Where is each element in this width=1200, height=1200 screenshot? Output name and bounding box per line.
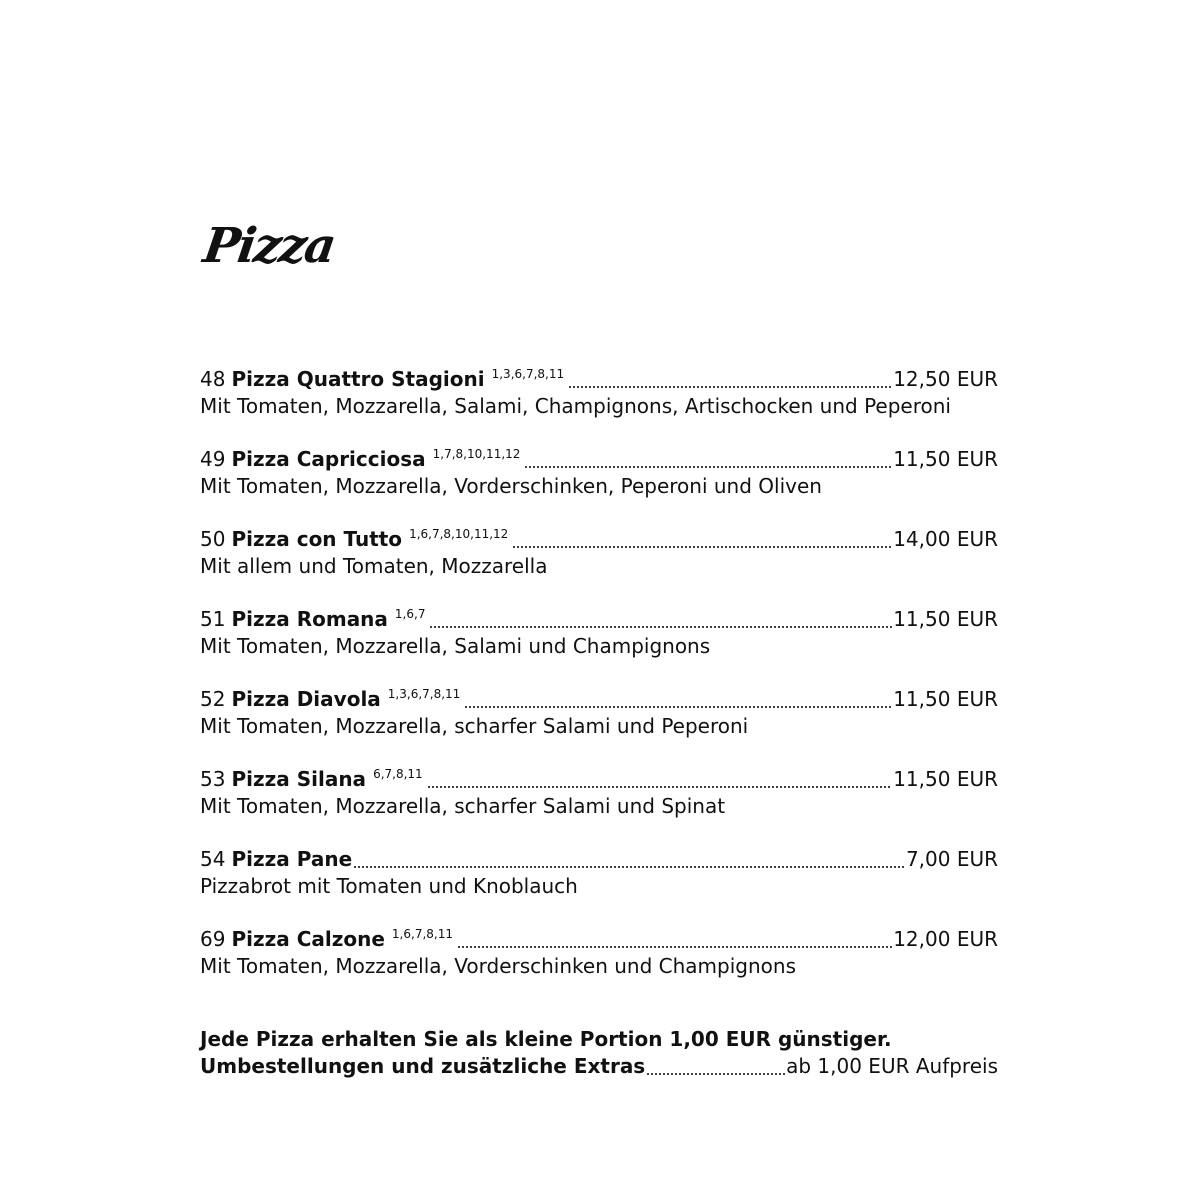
item-description: Mit allem und Tomaten, Mozzarella <box>200 554 548 578</box>
menu-item-header <box>200 366 998 393</box>
menu-item <box>200 606 998 686</box>
menu-item-header <box>200 526 998 553</box>
item-description: Mit Tomaten, Mozzarella, Salami, Champignons, Artischocken und Peperoni <box>200 394 951 418</box>
section-title: Pizza <box>200 218 338 274</box>
item-description: Mit Tomaten, Mozzarella, scharfer Salami und Spinat <box>200 794 726 818</box>
item-number: 49 <box>200 447 226 471</box>
item-name: Pizza Calzone <box>231 927 385 951</box>
dot-leader <box>512 526 892 553</box>
item-price: 14,00 EUR <box>893 527 998 551</box>
item-allergens: 1,3,6,7,8,11 <box>387 687 461 701</box>
item-number: 69 <box>200 927 226 951</box>
item-price: 11,50 EUR <box>893 687 998 711</box>
menu-item <box>200 366 998 446</box>
menu-item-header <box>200 926 998 953</box>
item-number: 50 <box>200 527 226 551</box>
item-price: 12,00 EUR <box>893 927 998 951</box>
extras-label: Umbestellungen und zusätzliche Extras <box>200 1054 646 1078</box>
item-name: Pizza Romana <box>231 607 388 631</box>
menu-item <box>200 926 998 1006</box>
menu-item-header <box>200 446 998 473</box>
dot-leader <box>457 926 892 953</box>
item-allergens: 1,6,7 <box>394 607 426 621</box>
item-name: Pizza Diavola <box>231 687 381 711</box>
item-name: Pizza Silana <box>231 767 367 791</box>
item-price: 7,00 EUR <box>905 847 998 871</box>
menu-list <box>200 366 998 1006</box>
menu-notes <box>200 1026 998 1080</box>
menu-item-header <box>200 766 998 793</box>
item-description: Pizzabrot mit Tomaten und Knoblauch <box>200 874 578 898</box>
item-price: 11,50 EUR <box>893 607 998 631</box>
item-description: Mit Tomaten, Mozzarella, scharfer Salami und Peperoni <box>200 714 749 738</box>
item-number: 52 <box>200 687 226 711</box>
dot-leader <box>646 1053 785 1080</box>
item-number: 51 <box>200 607 226 631</box>
dot-leader <box>429 606 892 633</box>
menu-item-header <box>200 846 998 873</box>
menu-item <box>200 686 998 766</box>
item-allergens: 1,7,8,10,11,12 <box>432 447 521 461</box>
dot-leader <box>427 766 893 793</box>
dot-leader <box>568 366 892 393</box>
item-name: Pizza Pane <box>231 847 353 871</box>
item-number: 53 <box>200 767 226 791</box>
dot-leader <box>524 446 892 473</box>
menu-item-header <box>200 686 998 713</box>
item-name: Pizza Capricciosa <box>231 447 426 471</box>
extras-price: ab 1,00 EUR Aufpreis <box>786 1054 998 1078</box>
menu-item-header <box>200 606 998 633</box>
menu-item <box>200 846 998 926</box>
dot-leader <box>464 686 892 713</box>
item-description: Mit Tomaten, Mozzarella, Vorderschinken, Peperoni und Oliven <box>200 474 822 498</box>
item-allergens: 6,7,8,11 <box>373 767 423 781</box>
menu-item <box>200 526 998 606</box>
dot-leader <box>353 846 905 873</box>
extras-note <box>200 1053 998 1080</box>
item-price: 11,50 EUR <box>893 447 998 471</box>
menu-item <box>200 446 998 526</box>
item-description: Mit Tomaten, Mozzarella, Vorderschinken und Champignons <box>200 954 796 978</box>
small-portion-note: Jede Pizza erhalten Sie als kleine Portion 1,00 EUR günstiger. <box>200 1027 892 1051</box>
menu-item <box>200 766 998 846</box>
item-description: Mit Tomaten, Mozzarella, Salami und Champignons <box>200 634 711 658</box>
item-price: 11,50 EUR <box>893 767 998 791</box>
item-allergens: 1,6,7,8,11 <box>391 927 453 941</box>
item-price: 12,50 EUR <box>893 367 998 391</box>
item-name: Pizza Quattro Stagioni <box>231 367 485 391</box>
item-allergens: 1,6,7,8,10,11,12 <box>409 527 509 541</box>
item-number: 54 <box>200 847 226 871</box>
item-allergens: 1,3,6,7,8,11 <box>491 367 565 381</box>
item-name: Pizza con Tutto <box>231 527 403 551</box>
item-number: 48 <box>200 367 226 391</box>
